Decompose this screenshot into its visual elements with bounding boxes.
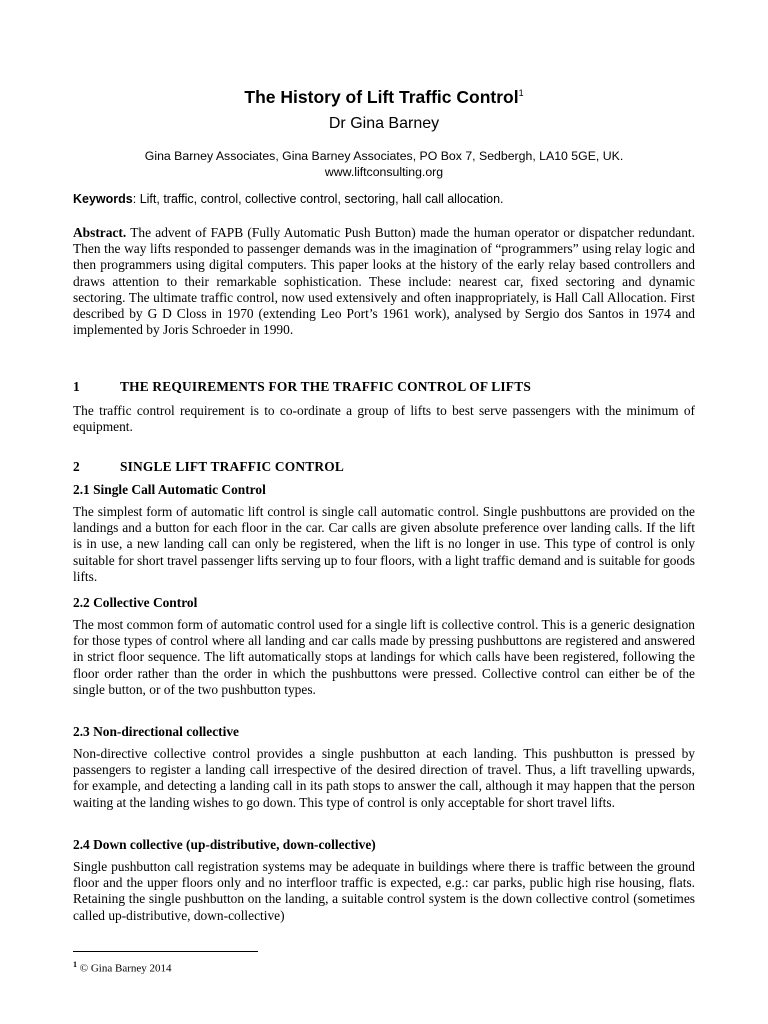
footnote-separator [73,951,258,952]
keywords-text: : Lift, traffic, control, collective control, sectoring, hall call allocation. [132,192,504,206]
section-title: THE REQUIREMENTS FOR THE TRAFFIC CONTROL OF LIFTS [120,379,531,394]
subsection-2-1-heading: 2.1 Single Call Automatic Control [73,482,266,497]
title-text: The History of Lift Traffic Control [244,87,519,107]
section-number: 1 [73,379,80,394]
subsection-2-2-text: The most common form of automatic control used for a single lift is collective control. This is a generic designation for those types of control where all landing and car calls made by pressing pushbuttons are registered and answered in strict floor sequence. The lift automatically stops at landings for which calls have been registered, following the floor order rather than the order in which the pushbuttons were pressed. Collective control can either be of the single button, or of the two pushbutton types. [73,617,695,697]
abstract-text: The advent of FAPB (Fully Automatic Push Button) made the human operator or dispatcher redundant. Then the way lifts responded to passenger demands was in the imagination of “programmers” using relay logic and then programmers using digital computers. This paper looks at the history of the early relay based controllers and draws attention to their remarkable sophistication. These include: nearest car, fixed sectoring and dynamic sectoring. The ultimate traffic control, now used extensively and often inappropriately, is Hall Call Allocation. First described by G D Closs in 1970 (extending Leo Port’s 1961 work), analysed by Sergio dos Santos in 1974 and implemented by Joris Schroeder in 1990. [73,225,696,338]
subsection-2-3-text: Non-directive collective control provides a single pushbutton at each landing. This pushbutton is pressed by passengers to register a landing call irrespective of the desired direction of travel. Thus, a lift travelling upwards, for example, and detecting a landing call in its path stops to answer the call, although it may happen that the person waiting at the landing wishes to go down. This type of control is only acceptable for short travel lifts. [73,746,695,810]
footnote-text: © Gina Barney 2014 [77,962,172,975]
footnote-marker: 1 [73,960,77,969]
subsection-2-3-heading: 2.3 Non-directional collective [73,724,239,739]
section-1-heading [73,379,695,395]
title-footnote-marker: 1 [518,88,524,99]
abstract [73,225,695,338]
footnote [73,958,172,976]
subsection-2-2-heading: 2.2 Collective Control [73,595,198,610]
author-name: Dr Gina Barney [328,115,440,132]
section-title: SINGLE LIFT TRAFFIC CONTROL [120,459,345,474]
keywords-label: Keywords [73,192,133,206]
section-1-text: The traffic control requirement is to co-ordinate a group of lifts to best serve passengers with the minimum of equipment. [73,403,695,435]
subsection-2-4-text: Single pushbutton call registration systems may be adequate in buildings where there is traffic between the ground floor and the upper floors only and no interfloor traffic is expected, e.g.: car parks, public high rise housing, flats. Retaining the single pushbutton on the landing, a suitable control system is the down collective control (sometimes called up-distributive, down-collective) [73,859,695,923]
section-2-heading [73,459,695,475]
affiliation [0,148,768,180]
section-number: 2 [73,459,80,474]
keywords [73,191,695,207]
affiliation-address: Gina Barney Associates, Gina Barney Associates, PO Box 7, Sedbergh, LA10 5GE, UK. [144,149,624,163]
abstract-label: Abstract. [73,225,127,240]
subsection-2-1-text: The simplest form of automatic lift control is single call automatic control. Single pushbuttons are provided on the landings and a button for each floor in the car. Car calls are given absolute preference over landing calls. If the lift is in use, a new landing call can only be registered, when the lift is no longer in use. This type of control is only suitable for short travel passenger lifts serving up to four floors, with a light traffic demand and is suitable for goods lifts. [73,504,695,584]
paper-title [0,86,768,108]
subsection-2-4-heading: 2.4 Down collective (up-distributive, down-collective) [73,837,376,852]
affiliation-website: www.liftconsulting.org [324,165,444,179]
